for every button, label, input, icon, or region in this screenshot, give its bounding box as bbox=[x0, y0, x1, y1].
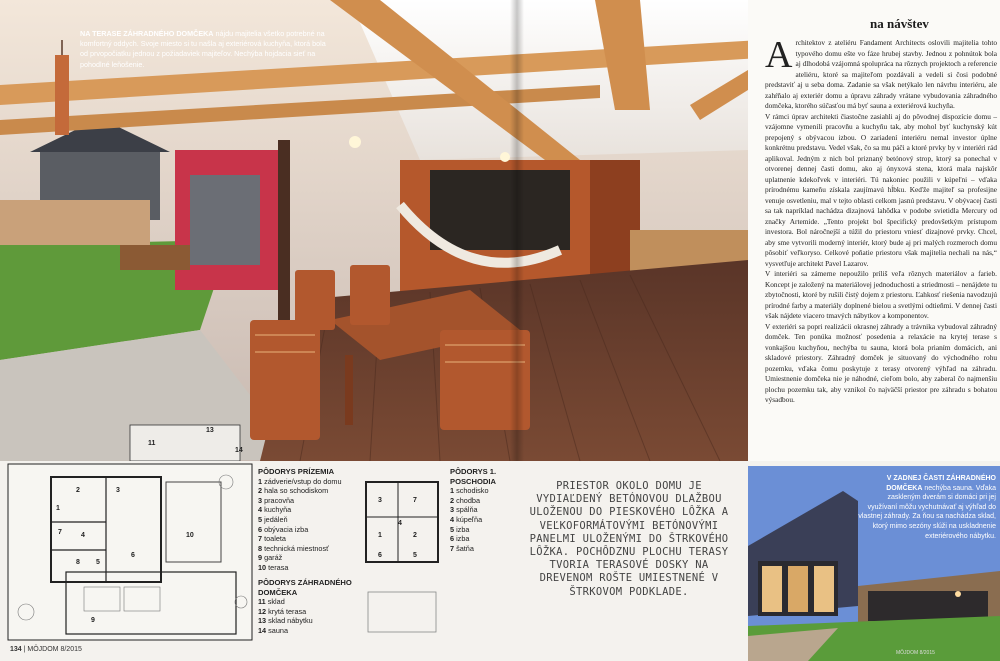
legend-item bbox=[258, 553, 358, 563]
upper-floor-plan bbox=[358, 462, 446, 642]
legend-number: 10 bbox=[258, 562, 267, 572]
legend-item bbox=[450, 515, 518, 525]
legend-number: 3 bbox=[258, 495, 263, 505]
legend-item bbox=[258, 534, 358, 544]
handwritten-note: PRIESTOR OKOLO DOMU JE VYDIAĽDENÝ BETÓNOVOU DLAŽBOU ULOŽENOU DO PIESKOVÉHO LÔŽKA A VEĽKOFORMÁTOVÝMI BETÓNOVÝMI PANELMI ULOŽENÝMI DO ŠTRKOVÉHO LÔŽKA. POCHÔDZNU PLOCHU TERASY TVORIA TERASOVÉ DOSKY NA DREVENOM ROŠTE UMIESTNENÉ V ŠTRKOVOM PODKLADE. bbox=[529, 480, 729, 598]
legend-text: sauna bbox=[268, 625, 289, 635]
legend-number: 2 bbox=[450, 495, 455, 505]
legend-number: 14 bbox=[258, 625, 267, 635]
legend-item bbox=[258, 525, 358, 535]
plan-number: 8 bbox=[76, 559, 80, 566]
photo-caption-bottom bbox=[858, 474, 996, 541]
legend-number: 5 bbox=[258, 514, 263, 524]
legend-text: garáž bbox=[264, 553, 283, 563]
legend-text: terasa bbox=[268, 562, 289, 572]
legend-text: spálňa bbox=[456, 505, 478, 515]
legend-text: schodisko bbox=[456, 486, 489, 496]
magazine-issue: MÔJDOM 8/2015 bbox=[27, 646, 82, 653]
plan-label-13: 13 bbox=[206, 427, 214, 434]
plan-number: 6 bbox=[378, 552, 382, 559]
plan-number: 10 bbox=[186, 532, 194, 539]
legend-text: sklad nábytku bbox=[268, 616, 313, 626]
caption-top-lead: NA TERASE ZÁHRADNÉHO DOMČEKA bbox=[80, 29, 214, 38]
legend-text: kúpeľňa bbox=[456, 514, 483, 524]
legend-title: PÔDORYS PRÍZEMIA bbox=[258, 467, 335, 476]
legend-number: 7 bbox=[450, 543, 455, 553]
plan-label-14: 14 bbox=[235, 447, 243, 454]
legend-item bbox=[450, 544, 518, 554]
caption-bottom-text: nechýba sauna. Vďaka zaskleným dverám si domáci pri jej využívaní môžu vychutnávať aj výhľad do vlastnej záhrady. Za ňou sa nachádza sklad, ktorý mimo sezóny slúži na uskladnenie exteriérového nábytku. bbox=[858, 484, 996, 540]
legend-list bbox=[450, 486, 518, 553]
legend-text: kuchyňa bbox=[264, 505, 292, 515]
plan-number: 4 bbox=[398, 520, 402, 527]
ground-floor-plan bbox=[6, 462, 254, 642]
article-paragraph: V rámci úprav architekti čiastočne zasiahli aj do pôvodnej dispozície domu – vzájomne vymenili pracovňu a kuchyňu tak, aby mohol byť kuchynský kút prepojený s obývacou izbou. O zariadení interiéru nemal investor úplne konkrétnu predstavu. Vedel však, čo sa mu páči a ktoré prvky by v interiéri rád aplikoval. Jedným z nich bol priznaný betónový strop, ktorý sa ponechal v otvorenej dennej časti domu, ako aj ónyxová stena, ktorá mala najskôr uplatnenie kdekoľvek v interiéri. Tú nakoniec použili v kúpeľni – vďaka prírodnému kameňu získala zaujímavú hĺbku. Keďže majiteľ sa profesijne venuje osvetleniu, mal v tejto oblasti celkom jasnú predstavu. V obývacej časti sa tak napríklad nachádza dizajnová lahôdka v podobe svietidla Mercury od značky Artemide. „Tento projekt bol špecifický predovšetkým prístupom investora. Bol náročnejší a túžil do priestoru vniesť dizajnové prvky. Chcel, aby sme vytvorili moderný interiér, ktorý bude aj pri malých rozmeroch domu pôsobiť veľkoryso. Celkové poňatie priestoru však majitelia nechali na nás,“ vysvetľuje architekt Pavel Lazarov. bbox=[765, 111, 997, 268]
legend-item bbox=[450, 486, 518, 496]
legend-text: jedáleň bbox=[264, 514, 288, 524]
plan-number: 6 bbox=[131, 552, 135, 559]
legend-upper-floor bbox=[450, 467, 518, 553]
plan-number: 3 bbox=[378, 497, 382, 504]
legend-item bbox=[258, 563, 358, 573]
legend-ground-floor bbox=[258, 467, 358, 573]
legend-text: izba bbox=[456, 534, 470, 544]
legend-item bbox=[258, 477, 358, 487]
legend-item bbox=[450, 496, 518, 506]
legend-item bbox=[258, 607, 358, 617]
drop-cap: A bbox=[765, 34, 793, 76]
legend-item bbox=[258, 496, 358, 506]
article-paragraph: Architektov z ateliéru Fandament Architects oslovili majitelia tohto typového domu ešte vo fáze hrubej stavby. Jednou z pohnútok bola aj dlhodobá vzájomná spolupráca na rôznych projektoch a referencie ateliéru, ktoré sa majiteľom pozdávali a vedeli si čosi podobné predstaviť aj u seba doma. Zadanie sa však netýkalo len návrhu interiéru, ale zahŕňalo aj exteriér domu a úpravu záhrady vrátane vybudovania záhradného domčeka, ktorého súčasťou má byť sauna a exteriérová kuchyňa. bbox=[765, 34, 997, 110]
legend-list bbox=[258, 477, 358, 573]
legend-title: PÔDORYS 1. POSCHODIA bbox=[450, 467, 497, 486]
photo-caption-top bbox=[80, 29, 330, 70]
plan-number: 2 bbox=[413, 532, 417, 539]
plan-number: 1 bbox=[56, 505, 60, 512]
legend-text: sklad bbox=[267, 597, 285, 607]
legend-number: 13 bbox=[258, 616, 267, 626]
article-body bbox=[765, 34, 997, 406]
legend-item bbox=[258, 515, 358, 525]
legend-number: 4 bbox=[258, 505, 263, 515]
legend-number: 1 bbox=[258, 476, 263, 486]
legend-number: 7 bbox=[258, 534, 263, 544]
legend-garden-house bbox=[258, 578, 358, 636]
legend-number: 9 bbox=[258, 553, 263, 563]
legend-item bbox=[450, 525, 518, 535]
plan-number: 7 bbox=[58, 529, 62, 536]
caption-top-text: nájdu majitelia všetko potrebné na komfortný oddych. Svoje miesto si tu našla aj exteriérová kuchyňa, ktorá bola od prvopočiatku jednou z požiadaviek majiteľov. Nechýba hojdacia sieť na pohodlné leňošenie. bbox=[80, 29, 326, 69]
legend-text: hala so schodiskom bbox=[264, 486, 329, 496]
legend-text: technická miestnosť bbox=[264, 543, 329, 553]
legend-number: 2 bbox=[258, 486, 263, 496]
legend-item bbox=[450, 534, 518, 544]
plan-number: 1 bbox=[378, 532, 382, 539]
legend-item bbox=[450, 505, 518, 515]
legend-item bbox=[258, 597, 358, 607]
photo-credit: MÔJDOM 8/2015 bbox=[896, 650, 935, 656]
legend-number: 6 bbox=[258, 524, 263, 534]
legend-text: izba bbox=[456, 524, 470, 534]
plan-label-11: 11 bbox=[148, 440, 156, 447]
legend-list bbox=[258, 597, 358, 635]
legend-text: zádverie/vstup do domu bbox=[264, 476, 342, 486]
legend-number: 11 bbox=[258, 597, 266, 607]
legend-number: 5 bbox=[450, 524, 455, 534]
legend-text: chodba bbox=[456, 495, 481, 505]
legend-number: 6 bbox=[450, 534, 455, 544]
legend-text: obývacia izba bbox=[264, 524, 309, 534]
plan-number: 7 bbox=[413, 497, 417, 504]
legend-item bbox=[258, 544, 358, 554]
legend-number: 8 bbox=[258, 543, 263, 553]
legend-text: pracovňa bbox=[264, 495, 295, 505]
legend-item bbox=[258, 626, 358, 636]
legend-number: 1 bbox=[450, 486, 455, 496]
legend-item bbox=[258, 505, 358, 515]
section-title: na návštev bbox=[870, 16, 929, 31]
legend-title: PÔDORYS ZÁHRADNÉHO DOMČEKA bbox=[258, 578, 352, 597]
plan-number: 2 bbox=[76, 487, 80, 494]
legend-number: 12 bbox=[258, 606, 267, 616]
legend-item bbox=[258, 616, 358, 626]
legend-text: šatňa bbox=[456, 543, 474, 553]
article-paragraph: V interiéri sa zámerne nepoužilo príliš veľa rôznych materiálov a farieb. Koncept je založený na materiálovej jednoduchosti a striedmosti – nenájdete tu zbytočnosti, ktoré by rušili čistý dojem z priestoru. Ľahkosť riešenia navodzujú prírodné farby a materiály doplnené bielou a svetlými odtieňmi. V dennej časti však nájdete viacero tmavých nábytkov a komponentov. bbox=[765, 269, 997, 320]
legend-number: 3 bbox=[450, 505, 455, 515]
legend-item bbox=[258, 486, 358, 496]
page-number: 134 bbox=[10, 646, 22, 653]
article-paragraph: V exteriéri sa popri realizácii okrasnej záhrady a trávnika vybudoval záhradný domček. Ten ponúka možnosť posedenia a relaxácie na krytej terase s vonkajšou kuchyňou, nechýba tu sauna, ktorá bola prianím domácich, ani skladové priestory. Záhradný domček je situovaný do východného rohu pozemku, vďaka čomu poskytuje z terasy otvorený výhľad na záhradu. Umiestnenie domčeka nie je náhodné, cieľom bolo, aby zaberal čo najmenšiu plochu pozemku tak, aby vznikol čo najväčší priestor pre záhradu s bohatou výsadbou. bbox=[765, 321, 997, 404]
caption-bottom-lead: V ZADNEJ ČASTI ZÁHRADNÉHO DOMČEKA bbox=[886, 475, 996, 492]
plan-number: 5 bbox=[413, 552, 417, 559]
legend-number: 4 bbox=[450, 514, 455, 524]
legend-text: toaleta bbox=[264, 534, 286, 544]
plan-number: 9 bbox=[91, 617, 95, 624]
plan-number: 3 bbox=[116, 487, 120, 494]
page-folio: 134 | MÔJDOM 8/2015 bbox=[10, 646, 82, 653]
plan-number: 4 bbox=[81, 532, 85, 539]
legend-text: krytá terasa bbox=[268, 606, 307, 616]
plan-number: 5 bbox=[96, 559, 100, 566]
